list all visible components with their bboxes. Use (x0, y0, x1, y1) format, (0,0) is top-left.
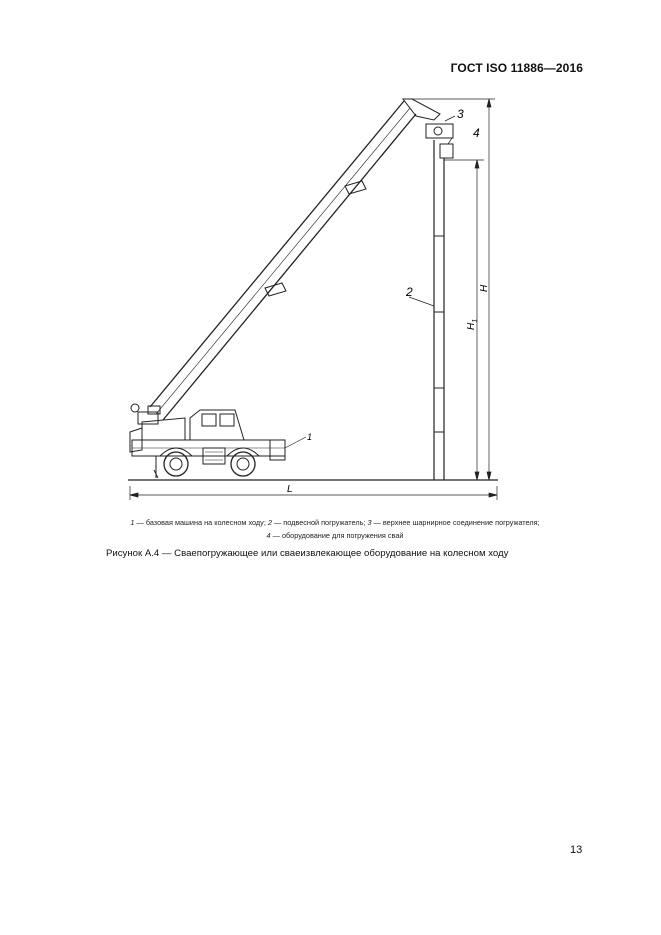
page-header: ГОСТ ISO 11886—2016 (450, 61, 583, 75)
page-number: 13 (570, 844, 583, 856)
leader-1 (285, 437, 306, 448)
figure-legend-line-2 (40, 529, 630, 542)
callout-4: 4 (473, 126, 480, 140)
suspended-driver (434, 140, 444, 480)
legend-text-4: — оборудование для погружения свай (270, 531, 404, 540)
legend-text-1: — базовая машина на колесном ходу; (134, 518, 268, 527)
leader-2 (409, 297, 434, 306)
leader-3 (445, 116, 455, 121)
callout-1: 1 (307, 432, 313, 442)
dimension-l (130, 486, 497, 500)
boom (150, 99, 440, 420)
dimension-h-label: H (479, 284, 490, 292)
leader-4 (448, 138, 452, 144)
top-hinge (426, 124, 453, 138)
legend-num-1: 1 (130, 518, 135, 527)
svg-text:H1: $H_1$ (466, 318, 479, 330)
legend-text-2: — подвесной погружатель; (271, 518, 368, 527)
base-machine (130, 404, 285, 478)
figure-caption: Рисунок А.4 — Сваепогружающее или сваеизвлекающее оборудование на колесном ходу (106, 548, 509, 559)
callout-2: 2 (406, 285, 413, 299)
callout-3: 3 (457, 107, 464, 121)
dimension-l-label: L (287, 484, 293, 495)
legend-num-4: 4 (266, 531, 271, 540)
legend-num-2: 2 (267, 518, 272, 527)
figure-legend-line-1 (40, 516, 630, 529)
legend-text-3: — верхнее шарнирное соединение погружателя; (371, 518, 540, 527)
driving-equipment (440, 144, 453, 158)
legend-num-3: 3 (367, 518, 372, 527)
